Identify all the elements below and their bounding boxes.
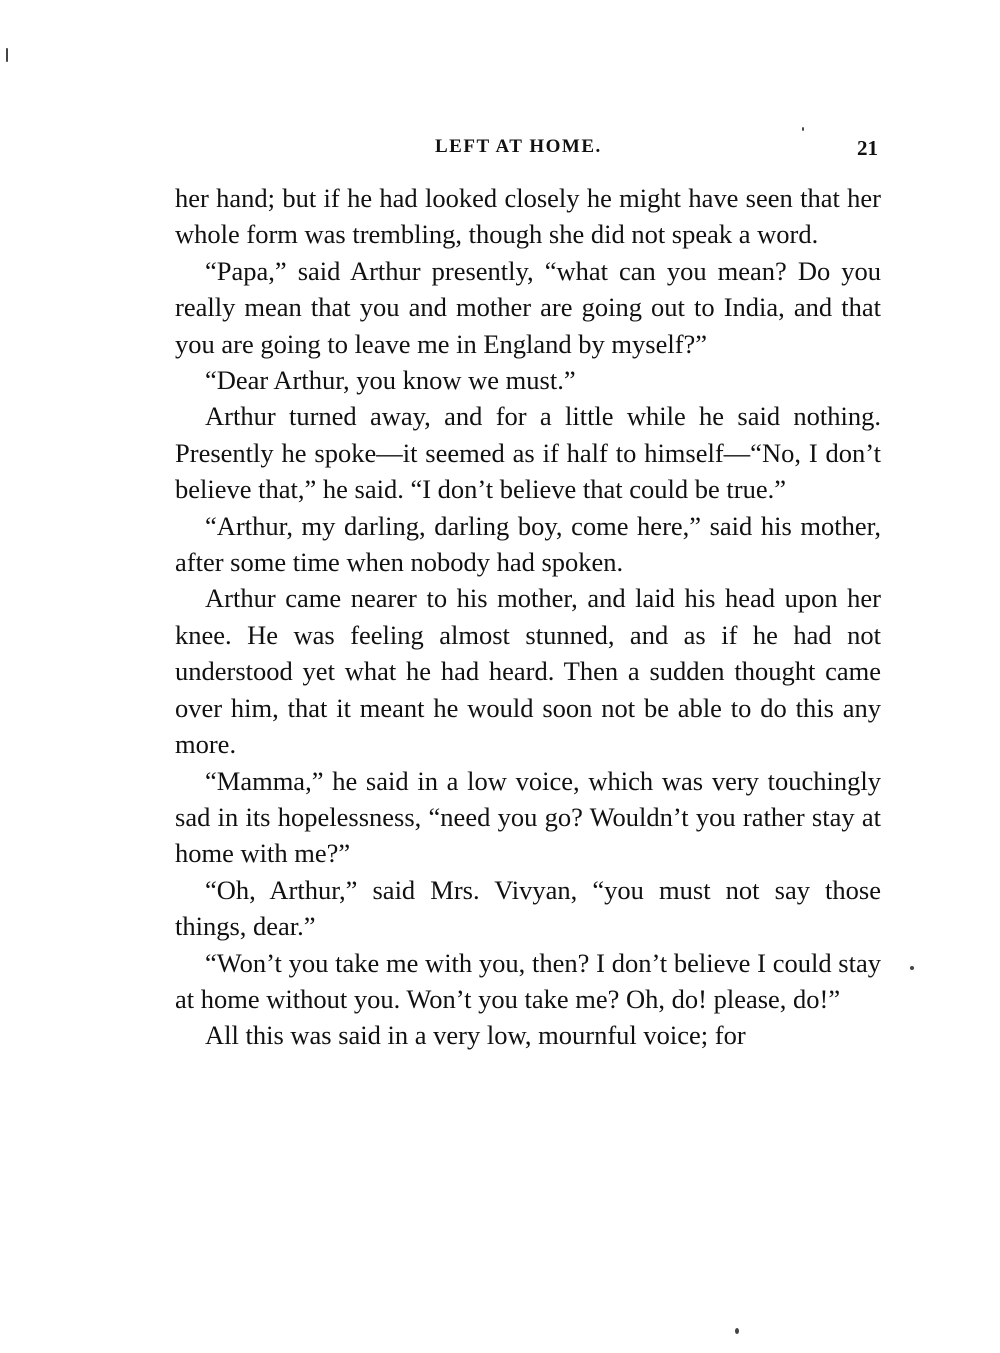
paragraph: Arthur turned away, and for a little while he said nothing. Presently he spoke—it seemed as if half to himself—“No, I don’t believe that,” he said. “I don’t believe that could be true.” (175, 401, 881, 505)
scan-speck (735, 1328, 739, 1334)
paragraph: “Papa,” said Arthur presently, “what can you mean? Do you really mean that you and mother are going out to India, and that you are going to leave me in England by myself?” (175, 255, 881, 359)
paragraph: “Arthur, my darling, darling boy, come here,” said his mother, after some time when nobody had spoken. (175, 510, 881, 578)
running-head: LEFT AT HOME. (435, 136, 602, 157)
paragraph: Arthur came nearer to his mother, and laid his head upon her knee. He was feeling almost stunned, and as if he had not understood yet what he had heard. Then a sudden thought came over him, that it meant he would soon not be able to do this any more. (175, 583, 881, 760)
paragraph: “Won’t you take me with you, then? I don’t believe I could stay at home without you. Won’t you take me? Oh, do! please, do!” (175, 947, 881, 1014)
paragraph: “Mamma,” he said in a low voice, which was very touchingly sad in its hopelessness, “need you go? Wouldn’t you rather stay at home with me?” (175, 765, 881, 869)
page-header (0, 136, 1000, 166)
paragraph: “Oh, Arthur,” said Mrs. Vivyan, “you must not say those things, dear.” (175, 874, 881, 942)
scan-speck (802, 127, 804, 131)
paragraph: her hand; but if he had looked closely he might have seen that her whole form was trembling, though she did not speak a word. (175, 183, 881, 250)
scan-speck (910, 966, 914, 970)
paragraph: All this was said in a very low, mournful voice; for (205, 1020, 746, 1051)
page-number: 21 (857, 136, 878, 160)
scan-speck (6, 48, 8, 62)
paragraph: “Dear Arthur, you know we must.” (205, 365, 576, 396)
body-text (175, 180, 881, 1054)
